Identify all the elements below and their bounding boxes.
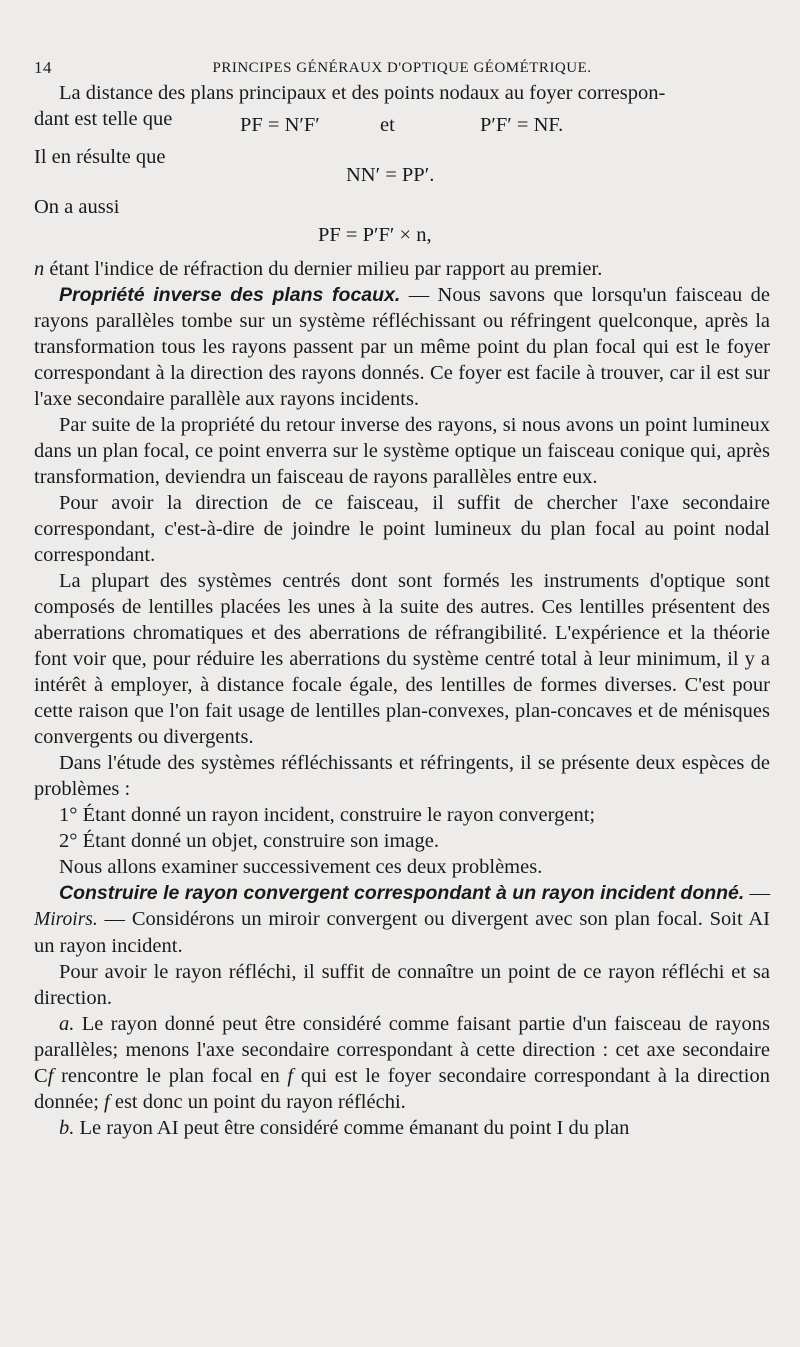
equation: PF = N′F′ [240,114,320,136]
paragraph-b [34,1115,770,1141]
running-title: PRINCIPES GÉNÉRAUX D'OPTIQUE GÉOMÉTRIQUE. [212,60,592,76]
page-number: 14 [34,58,52,77]
text-span: est donc un point du rayon réfléchi. [109,1091,406,1113]
item-label: b. [59,1117,75,1139]
list-item: 2° Étant donné un objet, construire son image. [59,830,439,852]
paragraph: Pour avoir le rayon réfléchi, il suffit de connaître un point de ce rayon réfléchi et sa direction. [34,961,770,1009]
paragraph-a [34,1011,770,1115]
section-heading: Construire le rayon convergent correspondant à un rayon incident donné. [59,882,745,904]
equation: P′F′ = NF. [480,114,564,136]
symbol-n: n [34,258,45,280]
symbol-f: f [104,1091,110,1113]
text-line: dant est telle que [34,108,173,130]
paragraph: Dans l'étude des systèmes réfléchissants et réfringents, il se présente deux espèces de problèmes : [34,752,770,800]
symbol-f: f [287,1065,294,1087]
dash: — [744,882,770,904]
symbol-f: f [47,1065,54,1087]
paragraph-focal-planes [34,282,770,412]
paragraph: Pour avoir la direction de ce faisceau, il suffit de chercher l'axe secondaire correspondant, c'est-à-dire de joindre le point lumineux du plan focal au point nodal correspondant. [34,492,770,566]
equation-row [34,192,770,222]
paragraph: Par suite de la propriété du retour inverse des rayons, si nous avons un point lumineux dans un plan focal, ce point enverra sur le système optique un faisceau conique qui, après transformation, deviendra un faisceau de rayons parallèles entre eux. [34,414,770,488]
text-span: rencontre le plan focal en [53,1065,288,1087]
equation: PF = P′F′ × n, [318,224,432,246]
item-label: a. [59,1013,75,1035]
equation-row [34,106,770,136]
paragraph: Nous allons examiner successivement ces deux problèmes. [59,856,543,878]
text-span: qui est le foyer secondaire correspondant à la direction donnée; [34,1065,770,1113]
paragraph-text: — Considérons un miroir convergent ou divergent avec son plan focal. Soit AI un rayon incident. [34,908,770,957]
text-line: Il en résulte que [34,146,166,168]
equation-row [34,222,770,256]
equation-row [34,166,770,192]
body-text [34,80,770,1141]
text-span: Le rayon donné peut être considéré comme faisant partie d'un faisceau de rayons parallèles; menons l'axe secondaire correspondant à cette direction : cet axe secondaire C [34,1013,770,1087]
equation-connector: et [380,114,395,136]
paragraph: La plupart des systèmes centrés dont sont formés les instruments d'optique sont composés de lentilles placées les unes à la suite des autres. Ces lentilles présentent des aberrations chromatiques et des aberrations de réfrangibilité. L'expérience et la théorie font voir que, pour réduire les aberrations du système centré total à leur minimum, il y a intérêt à employer, à distance focale égale, des lentilles de formes diverses. C'est pour cette raison que l'on fait usage de lentilles plan-convexes, plan-concaves et de ménisques convergents ou divergents. [34,570,770,748]
text-line: La distance des plans principaux et des points nodaux au foyer correspon- [59,82,666,104]
list-item: 1° Étant donné un rayon incident, construire le rayon convergent; [59,804,596,826]
subheading-mirrors: Miroirs. [34,909,98,930]
text-line [34,256,770,282]
section-heading: Propriété inverse des plans focaux. [59,284,401,306]
paragraph-convergent-ray [34,880,770,959]
equation: NN′ = PP′. [346,164,435,186]
text-span: étant l'indice de réfraction du dernier milieu par rapport au premier. [44,258,603,280]
paragraph-text: — Nous savons que lorsqu'un faisceau de rayons parallèles tombe sur un système réfléchissant ou réfringent quelconque, après la transformation tous les rayons passent par un même point du plan focal qui est le foyer correspondant à la direction des rayons donnés. Ce foyer est facile à trouver, car il est sur l'axe secondaire parallèle aux rayons incidents. [34,284,770,410]
page-header [34,52,770,80]
text-line: On a aussi [34,196,120,218]
equation-row [34,132,770,166]
text-span: Le rayon AI peut être considéré comme émanant du point I du plan [74,1117,630,1139]
